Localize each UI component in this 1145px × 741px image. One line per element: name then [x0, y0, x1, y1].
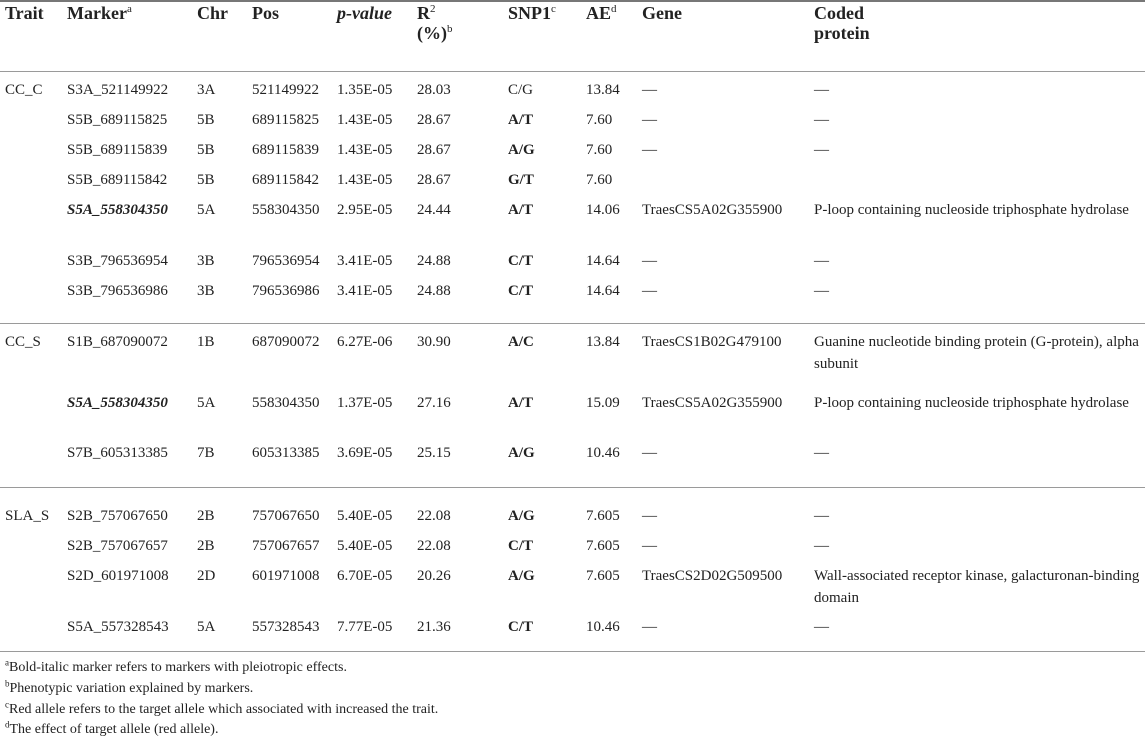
gene-cell: —	[642, 445, 657, 461]
table-bottom-rule	[0, 651, 1145, 652]
r2-cell: 28.67	[417, 112, 451, 128]
footnote-c: $^c$Red allele refers to the target allele which associated with increased the trait.	[5, 699, 439, 717]
gene-cell: TraesCS1B02G479100	[642, 334, 782, 350]
chr-cell: 3B	[197, 253, 215, 269]
snp-cell: C/G	[508, 82, 534, 98]
ae-cell: 13.84	[586, 82, 620, 98]
pvalue-cell: 1.43E-05	[337, 142, 393, 158]
chr-cell: 3A	[197, 82, 216, 98]
pos-cell: 605313385	[252, 445, 320, 461]
marker-cell: S5B_689115839	[67, 142, 168, 158]
gene-cell: —	[642, 283, 657, 299]
marker-cell: S2D_601971008	[67, 568, 169, 584]
marker-cell: S5A_558304350	[67, 202, 168, 218]
marker-cell: S3B_796536986	[67, 283, 168, 299]
r2-cell: 30.90	[417, 334, 451, 350]
chr-cell: 5B	[197, 142, 215, 158]
marker-cell: S7B_605313385	[67, 445, 168, 461]
chr-cell: 5A	[197, 395, 216, 411]
chr-cell: 5A	[197, 202, 216, 218]
marker-cell: S5B_689115842	[67, 172, 168, 188]
snp-cell: C/T	[508, 619, 534, 635]
chr-cell: 2D	[197, 568, 216, 584]
r2-cell: 22.08	[417, 538, 451, 554]
ae-cell: 7.605	[586, 508, 620, 524]
pvalue-cell: 5.40E-05	[337, 538, 393, 554]
table-top-rule	[0, 0, 1145, 2]
pos-cell: 689115825	[252, 112, 319, 128]
protein-cell: —	[814, 619, 829, 635]
pos-cell: 687090072	[252, 334, 320, 350]
gene-cell: —	[642, 253, 657, 269]
pvalue-cell: 1.43E-05	[337, 172, 393, 188]
gene-cell: —	[642, 82, 657, 98]
header-marker: Marker$^a$	[67, 3, 132, 23]
protein-cell: —	[814, 82, 829, 98]
ae-cell: 7.605	[586, 568, 620, 584]
pvalue-cell: 3.41E-05	[337, 283, 393, 299]
pos-cell: 757067650	[252, 508, 320, 524]
protein-cell: —	[814, 508, 829, 524]
ae-cell: 13.84	[586, 334, 620, 350]
marker-cell: S5A_558304350	[67, 395, 168, 411]
pvalue-cell: 1.35E-05	[337, 82, 393, 98]
gene-cell: —	[642, 619, 657, 635]
pvalue-cell: 6.27E-06	[337, 334, 393, 350]
r2-cell: 24.44	[417, 202, 451, 218]
header-trait: Trait	[5, 3, 44, 23]
header-ae: $AE^d$	[586, 3, 617, 23]
r2-cell: 28.67	[417, 142, 451, 158]
pvalue-cell: 5.40E-05	[337, 508, 393, 524]
footnote-d: $^d$The effect of target allele (red allele).	[5, 719, 219, 737]
r2-cell: 20.26	[417, 568, 451, 584]
protein-cell: —	[814, 445, 829, 461]
gene-cell: TraesCS2D02G509500	[642, 568, 783, 584]
header-r2-unit: (%)$^b$	[417, 23, 453, 43]
snp-cell: C/T	[508, 283, 534, 299]
ae-cell: 10.46	[586, 445, 620, 461]
header-protein-line2: protein	[814, 23, 870, 43]
chr-cell: 7B	[197, 445, 215, 461]
snp-cell: A/C	[508, 334, 534, 350]
ae-cell: 14.64	[586, 253, 620, 269]
ae-cell: 15.09	[586, 395, 620, 411]
snp-cell: A/T	[508, 395, 534, 411]
trait-label: CC_C	[5, 82, 43, 98]
protein-cell: —	[814, 283, 829, 299]
pvalue-cell: 2.95E-05	[337, 202, 393, 218]
ae-cell: 7.60	[586, 142, 613, 158]
header-r2: $R^2$	[417, 3, 436, 23]
protein-cell: —	[814, 112, 829, 128]
chr-cell: 2B	[197, 538, 215, 554]
snp-cell: C/T	[508, 538, 534, 554]
ae-cell: 10.46	[586, 619, 620, 635]
footnote-a: $^a$Bold-italic marker refers to markers with pleiotropic effects.	[5, 657, 347, 675]
protein-cell: P-loop containing nucleoside triphosphate hydrolase	[814, 395, 1129, 411]
pos-cell: 796536954	[252, 253, 320, 269]
r2-cell: 22.08	[417, 508, 451, 524]
gene-cell: —	[642, 538, 657, 554]
pvalue-cell: 6.70E-05	[337, 568, 393, 584]
marker-cell: S1B_687090072	[67, 334, 168, 350]
pos-cell: 601971008	[252, 568, 320, 584]
pvalue-cell: 3.69E-05	[337, 445, 393, 461]
group-separator	[0, 323, 1145, 324]
chr-cell: 3B	[197, 283, 215, 299]
marker-cell: S3B_796536954	[67, 253, 168, 269]
marker-cell: S5B_689115825	[67, 112, 168, 128]
gene-cell: TraesCS5A02G355900	[642, 202, 783, 218]
chr-cell: 2B	[197, 508, 215, 524]
protein-cell: —	[814, 538, 829, 554]
r2-cell: 28.03	[417, 82, 451, 98]
gene-cell: —	[642, 112, 657, 128]
trait-label: CC_S	[5, 334, 41, 350]
pos-cell: 558304350	[252, 202, 320, 218]
snp-cell: C/T	[508, 253, 534, 269]
r2-cell: 28.67	[417, 172, 451, 188]
chr-cell: 5A	[197, 619, 216, 635]
ae-cell: 14.06	[586, 202, 620, 218]
pos-cell: 557328543	[252, 619, 320, 635]
pvalue-cell: 3.41E-05	[337, 253, 393, 269]
pos-cell: 521149922	[252, 82, 319, 98]
pos-cell: 796536986	[252, 283, 320, 299]
gene-cell: —	[642, 142, 657, 158]
header-gene: Gene	[642, 3, 682, 23]
protein-cell: Guanine nucleotide binding protein (G-protein), alpha subunit	[814, 334, 1139, 372]
gene-cell: TraesCS5A02G355900	[642, 395, 783, 411]
pvalue-cell: 1.37E-05	[337, 395, 393, 411]
header-snp: SNP1$^c$	[508, 3, 556, 23]
ae-cell: 7.60	[586, 172, 613, 188]
snp-cell: A/T	[508, 112, 534, 128]
header-bottom-rule	[0, 71, 1145, 72]
ae-cell: 7.605	[586, 538, 620, 554]
pos-cell: 689115842	[252, 172, 319, 188]
chr-cell: 5B	[197, 172, 215, 188]
pvalue-cell: 1.43E-05	[337, 112, 393, 128]
r2-cell: 24.88	[417, 253, 451, 269]
pvalue-cell: 7.77E-05	[337, 619, 393, 635]
protein-cell: —	[814, 142, 829, 158]
protein-cell: P-loop containing nucleoside triphosphate hydrolase	[814, 202, 1129, 218]
pos-cell: 757067657	[252, 538, 320, 554]
snp-cell: A/G	[508, 445, 535, 461]
gene-cell: —	[642, 508, 657, 524]
marker-cell: S2B_757067657	[67, 538, 168, 554]
marker-cell: S5A_557328543	[67, 619, 169, 635]
chr-cell: 5B	[197, 112, 215, 128]
protein-cell: —	[814, 253, 829, 269]
ae-cell: 7.60	[586, 112, 613, 128]
pos-cell: 689115839	[252, 142, 319, 158]
marker-cell: S2B_757067650	[67, 508, 168, 524]
r2-cell: 27.16	[417, 395, 451, 411]
header-chr: Chr	[197, 3, 228, 23]
chr-cell: 1B	[197, 334, 215, 350]
group-separator	[0, 487, 1145, 488]
pos-cell: 558304350	[252, 395, 320, 411]
snp-cell: A/G	[508, 508, 535, 524]
protein-cell: Wall-associated receptor kinase, galacturonan-binding domain	[814, 568, 1140, 606]
r2-cell: 25.15	[417, 445, 451, 461]
snp-cell: A/G	[508, 142, 535, 158]
header-pvalue: p-value	[337, 3, 392, 23]
snp-cell: A/G	[508, 568, 535, 584]
footnote-b: $^b$Phenotypic variation explained by markers.	[5, 678, 254, 696]
marker-cell: S3A_521149922	[67, 82, 169, 98]
snp-cell: G/T	[508, 172, 534, 188]
trait-label: SLA_S	[5, 508, 50, 524]
snp-cell: A/T	[508, 202, 534, 218]
ae-cell: 14.64	[586, 283, 620, 299]
r2-cell: 21.36	[417, 619, 451, 635]
r2-cell: 24.88	[417, 283, 451, 299]
header-pos: Pos	[252, 3, 279, 23]
header-protein: Coded	[814, 3, 865, 23]
